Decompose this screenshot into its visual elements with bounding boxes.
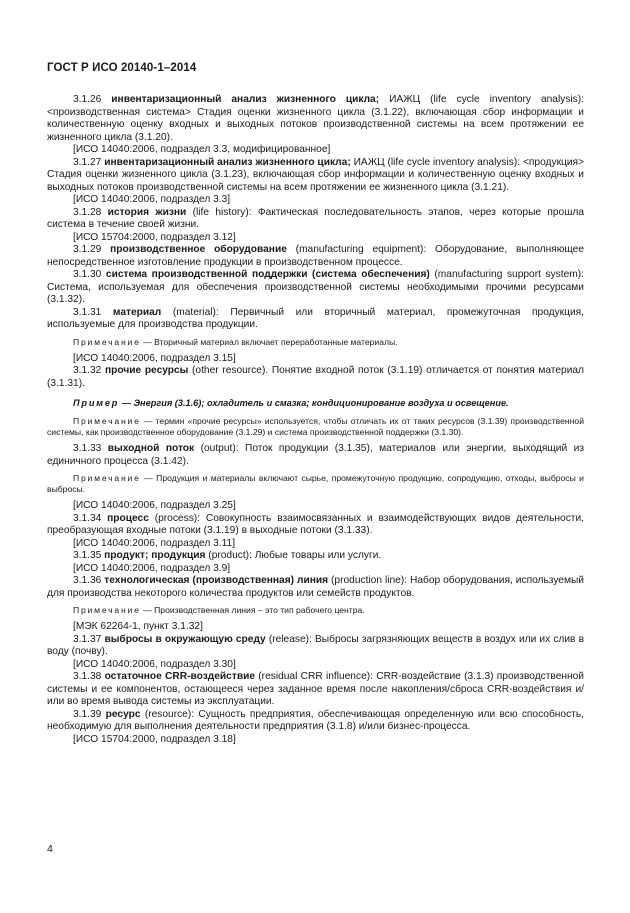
entry-paragraph xyxy=(47,734,584,747)
term: выходной поток xyxy=(107,443,195,454)
entry-paragraph xyxy=(47,709,584,734)
term: инвентаризационный анализ жизненного цикла; xyxy=(104,156,351,168)
text-run: 3.1.35 xyxy=(73,550,105,561)
text-run: 3.1.36 xyxy=(73,575,105,586)
entry-paragraph xyxy=(47,269,584,307)
text-run: 3.1.27 xyxy=(73,156,105,168)
text-run: — Производственная линия – это тип рабочего центра. xyxy=(140,605,365,615)
entry-paragraph xyxy=(47,365,584,390)
entry-paragraph xyxy=(47,550,584,563)
note-paragraph xyxy=(47,473,584,495)
text-run: [ИСО 14040:2006, подраздел 3.25] xyxy=(73,500,236,511)
text-run: (release): Выбросы загрязняющих веществ в воздух или их слив в воду (почву). xyxy=(47,633,584,657)
term: процесс xyxy=(107,512,149,524)
text-run: (resource): Сущность предприятия, обеспечивающая определенную или всю способность, необходимую для выполнения деятельности предприятия (3.1.8) и/или бизнес-процесса. xyxy=(47,708,584,732)
text-run: [ИСО 14040:2006, подраздел 3.15] xyxy=(73,352,236,364)
text-run: — термин «прочие ресурсы» используется, чтобы отличать их от таких ресурсов (3.1.39) производственной системы, как производственное оборудование (3.1.29) и система производственной поддержки (3.1.30). xyxy=(47,416,584,437)
text-run: 3.1.38 xyxy=(73,671,105,682)
text-run: — Продукция и материалы включают сырье, промежуточную продукцию, сопродукцию, отходы, выбросы и выбросы. xyxy=(47,473,584,494)
entry-paragraph xyxy=(47,659,584,672)
text-run: — Энергия (3.1.6); охладитель и смазка; кондиционирование воздуха и освещение. xyxy=(119,398,509,408)
text-run: (manufacturing equipment): Оборудование, выполняющее непосредственное изготовление продукции в производственном процессе. xyxy=(47,244,584,268)
text-run: 3.1.32 xyxy=(73,365,105,376)
text-run: ИАЖЦ (life cycle inventory analysis): <производственная система> Стадия оценки жизненного цикла (3.1.22), включающая сбор информации и количественную оценку входных и выходных потоков производственной системы на всем протяжении ее жизненного цикла (3.1.20). xyxy=(47,94,584,143)
text-run: [ИСО 14040:2006, подраздел 3.30] xyxy=(73,658,236,670)
note-label: Примечание xyxy=(73,336,141,347)
text-run: 3.1.29 xyxy=(73,244,111,255)
entry-paragraph xyxy=(47,500,584,513)
note-label: Примечание xyxy=(73,473,141,483)
term: продукт; продукция xyxy=(104,550,206,561)
term: система производственной поддержки (система обеспечения) xyxy=(105,269,430,280)
entry-paragraph xyxy=(47,621,584,634)
term: технологическая (производственная) линия xyxy=(104,575,329,586)
term: материал xyxy=(112,306,162,318)
text-run: 3.1.33 xyxy=(73,443,108,454)
text-run: (product): Любые товары или услуги. xyxy=(205,550,382,561)
note-paragraph xyxy=(47,337,584,348)
document-body xyxy=(47,94,584,746)
text-run: (output): Поток продукции (3.1.35), материалов или энергии, выходящий из единичного процесса (3.1.42). xyxy=(47,443,584,467)
term: производственное оборудование xyxy=(110,244,287,255)
term: выбросы в окружающую среду xyxy=(104,633,266,645)
text-run: [ИСО 14040:2006, подраздел 3.3] xyxy=(73,194,231,205)
note-paragraph xyxy=(47,605,584,616)
document-header: ГОСТ Р ИСО 20140-1–2014 xyxy=(47,62,197,74)
note-label: Пример xyxy=(73,398,120,408)
text-run: [ИСО 14040:2006, подраздел 3.9] xyxy=(73,562,231,574)
text-run: (manufacturing support system): Система, используемая для обеспечения производственной системы необходимыми прочими ресурсами (3.1.32). xyxy=(47,269,584,305)
entry-paragraph xyxy=(47,157,584,195)
example-paragraph xyxy=(47,397,584,409)
text-run: [МЭК 62264-1, пункт 3.1.32] xyxy=(73,621,203,632)
entry-paragraph xyxy=(47,671,584,709)
entry-paragraph xyxy=(47,232,584,245)
text-run: [ИСО 15704:2000, подраздел 3.12] xyxy=(73,231,236,243)
term: ресурс xyxy=(105,708,141,720)
text-run: (process): Совокупность взаимосвязанных и взаимодействующих видов деятельности, преобразующая входные потоки (3.1.19) в выходные потоки (3.1.33). xyxy=(47,512,584,536)
text-run: 3.1.30 xyxy=(73,269,106,280)
text-run: [ИСО 15704:2000, подраздел 3.18] xyxy=(73,733,236,745)
note-label: Примечание xyxy=(73,416,141,426)
text-run: 3.1.37 xyxy=(73,633,105,645)
entry-paragraph xyxy=(47,575,584,600)
entry-paragraph xyxy=(47,94,584,144)
text-run: (life history): Фактическая последовательность этапов, через которые прошла система в течение своей жизни. xyxy=(47,206,584,230)
text-run: 3.1.39 xyxy=(73,708,106,720)
note-paragraph xyxy=(47,416,584,438)
entry-paragraph xyxy=(47,538,584,551)
text-run: [ИСО 14040:2006, подраздел 3.11] xyxy=(73,537,236,549)
text-run: (material): Первичный или вторичный материал, промежуточная продукция, используемые для производства продукции. xyxy=(47,306,584,330)
entry-paragraph xyxy=(47,513,584,538)
term: остаточное CRR-воздействие xyxy=(104,671,256,682)
text-run: — Вторичный материал включает переработанные материалы. xyxy=(140,336,398,347)
entry-paragraph xyxy=(47,144,584,157)
text-run: 3.1.28 xyxy=(73,206,108,218)
term: инвентаризационный анализ жизненного цикла; xyxy=(111,94,380,105)
text-run: (other resource). Понятие входной поток (3.1.19) отличается от понятия материал (3.1.31). xyxy=(47,365,584,389)
text-run: 3.1.31 xyxy=(73,306,113,318)
entry-paragraph xyxy=(47,634,584,659)
entry-paragraph xyxy=(47,563,584,576)
text-run: ИАЖЦ (life cycle inventory analysis): <продукция> Стадия оценки жизненного цикла (3.1.23), включающая сбор информации и количественную оценку входных и выходных потоков производственной системы на всем протяжении ее жизненного цикла (3.1.21). xyxy=(47,156,585,193)
entry-paragraph xyxy=(47,353,584,366)
term: история жизни xyxy=(107,206,187,218)
entry-paragraph xyxy=(47,244,584,269)
text-run: 3.1.34 xyxy=(73,512,108,524)
text-run: 3.1.26 xyxy=(73,94,112,105)
entry-paragraph xyxy=(47,443,584,468)
entry-paragraph xyxy=(47,307,584,332)
text-run: (residual CRR influence): CRR-воздействие (3.1.3) производственной системы и ее компонентов, остающееся через заданное время после накопления/сброса CRR-воздействия и/или во время вывода системы из эксплуатации. xyxy=(47,671,584,707)
text-run: (production line): Набор оборудования, используемый для производства некоторого количества продуктов или семейств продуктов. xyxy=(47,575,584,599)
term: прочие ресурсы xyxy=(104,365,189,376)
text-run: [ИСО 14040:2006, подраздел 3.3, модифицированное] xyxy=(73,144,331,155)
entry-paragraph xyxy=(47,207,584,232)
page-number: 4 xyxy=(47,843,53,855)
note-label: Примечание xyxy=(73,605,141,615)
entry-paragraph xyxy=(47,194,584,207)
